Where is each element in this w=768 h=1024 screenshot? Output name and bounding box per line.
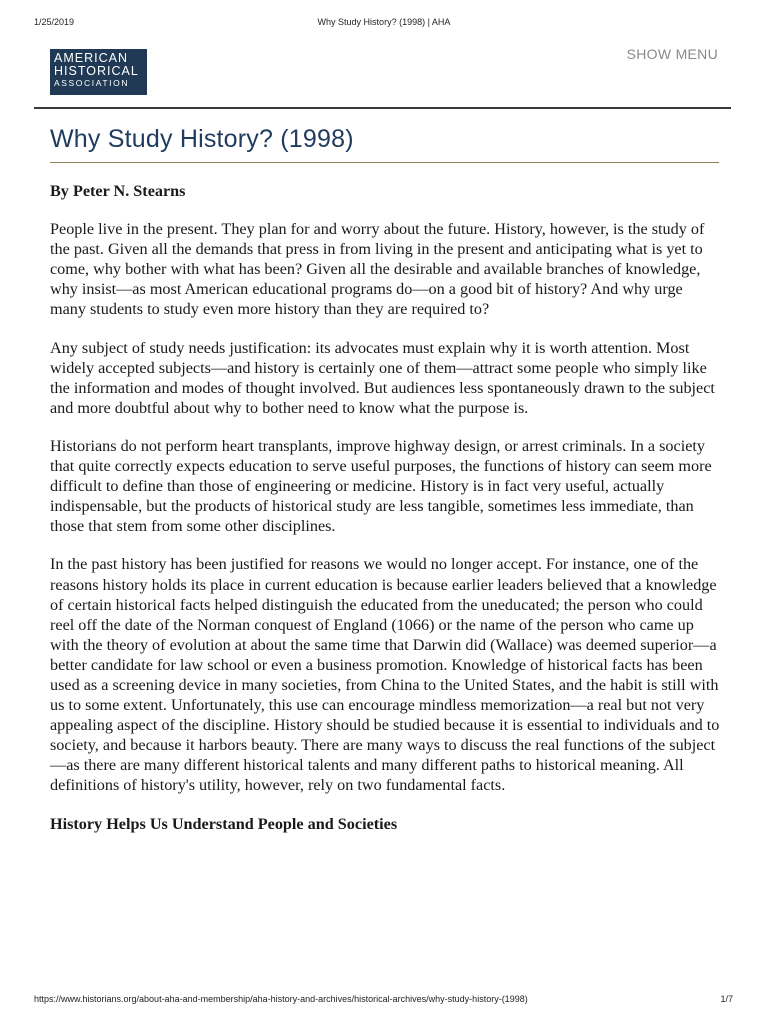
article-body	[50, 181, 720, 834]
aha-logo[interactable]	[50, 49, 147, 95]
print-footer	[0, 994, 768, 1008]
article-byline: By Peter N. Stearns	[50, 182, 186, 200]
print-page-number: 1/7	[720, 994, 733, 1004]
article-paragraph: In the past history has been justified for reasons we would no longer accept. For instance, one of the reasons history holds its place in current education is because earlier leaders believed that a knowledge of certain historical facts helped distinguish the educated from the uneducated; the person who could reel off the date of the Norman conquest of England (1066) or the name of the person who came up with the theory of evolution at about the same time that Darwin did (Wallace) was deemed superior—a better candidate for law school or even a business promotion. Knowledge of historical facts has been used as a screening device in many societies, from China to the United States, and the habit is still with us to some extent. Unfortunately, this use can encourage mindless memorization—a real but not very appealing aspect of the discipline. History should be studied because it is essential to individuals and to society, and because it harbors beauty. There are many ways to discuss the real functions of the subject—as there are many different historical talents and many different paths to historical meaning. All definitions of history's utility, however, rely on two fundamental facts.	[50, 555, 720, 795]
article-paragraph: Any subject of study needs justification: its advocates must explain why it is worth attention. Most widely accepted subjects—and history is certainly one of them—attract some people who simply like the information and modes of thought involved. But audiences less spontaneously drawn to the subject and more doubtful about why to bother need to know what the purpose is.	[50, 338, 715, 417]
print-header	[0, 17, 768, 31]
page-title: Why Study History? (1998)	[50, 125, 354, 153]
article-paragraph: Historians do not perform heart transplants, improve highway design, or arrest criminals. In a society that quite correctly expects education to serve useful purposes, the functions of history can seem more difficult to define than those of engineering or medicine. History is in fact very useful, actually indispensable, but the products of historical study are less tangible, sometimes less immediate, than those that stem from some other disciplines.	[50, 436, 712, 536]
logo-line-1: AMERICAN	[54, 51, 128, 65]
section-heading: History Helps Us Understand People and Societies	[50, 814, 398, 833]
header-divider	[34, 107, 731, 109]
article-paragraph: People live in the present. They plan for and worry about the future. History, however, is the study of the past. Given all the demands that press in from living in the present and anticipating what is yet to come, why bother with what has been? Given all the desirable and available branches of knowledge, why insist—as most American educational programs do—on a good bit of history? And why urge many students to study even more history than they are required to?	[50, 220, 705, 319]
logo-line-3: ASSOCIATION	[54, 78, 130, 88]
title-divider	[50, 162, 719, 163]
logo-line-2: HISTORICAL	[54, 64, 139, 78]
print-url[interactable]: https://www.historians.org/about-aha-and-membership/aha-history-and-archives/historical-archives/why-study-history-(1998)	[34, 994, 528, 1004]
print-page-title: Why Study History? (1998) | AHA	[317, 17, 451, 27]
show-menu-button[interactable]: SHOW MENU	[626, 46, 718, 62]
print-date: 1/25/2019	[34, 17, 75, 27]
